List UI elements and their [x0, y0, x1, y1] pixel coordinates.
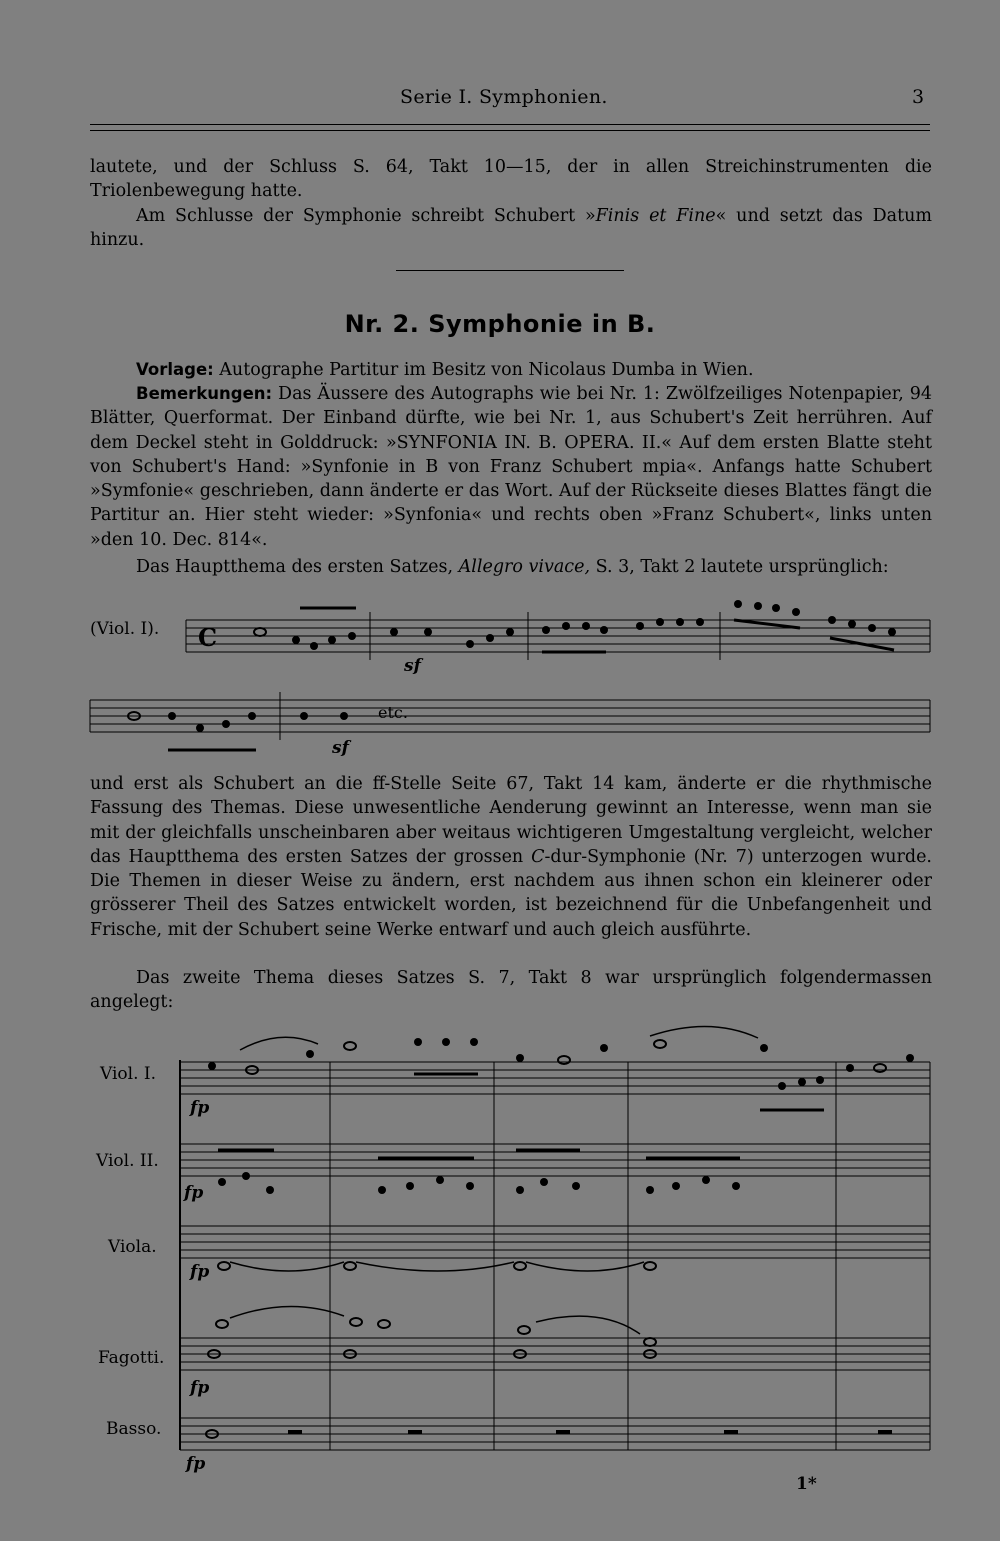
running-title: Serie I. Symphonien.	[400, 86, 608, 108]
instrument-label-viol1: Viol. I.	[100, 1064, 157, 1084]
svg-text:C: C	[198, 623, 218, 652]
rhythm-italic: C	[531, 846, 545, 867]
instrument-label-viol2: Viol. II.	[96, 1151, 159, 1171]
example1-etc: etc.	[378, 703, 408, 722]
instrument-label-basso: Basso.	[106, 1419, 162, 1439]
intro-p2-text-end: « und setzt das Datum hinzu.	[90, 206, 932, 251]
theme-text: Das Hauptthema des ersten Satzes,	[136, 557, 459, 577]
example1-staff-2	[90, 692, 930, 740]
dynamic-viol1: fp	[190, 1098, 210, 1118]
example1-notes-2	[128, 712, 348, 750]
bemerkungen-label: Bemerkungen:	[136, 384, 273, 403]
example2-system	[180, 1060, 930, 1450]
dynamic-fagotti: fp	[190, 1378, 210, 1398]
bemerkungen-text: Das Äussere des Autographs wie bei Nr. 1: Zwölfzeiliges Notenpapier, 94 Blätter, Querformat. Der Einband dürfte, wie bei Nr. 1, aus Schubert's Zeit herrühren. Auf dem Deckel steht in Golddruck: »SYNFONIA IN. B. OPERA. II.« Auf dem ersten Blatte steht von Schubert's Hand: »Synfonie in B von Franz Schubert mpia«. Anfangs hatte Schubert »Symfonie« geschrieben, dann änderte er das Wort. Auf der Rückseite dieses Blattes fängt die Partitur an. Hier steht wieder: »Synfonia« und rechts oben »Franz Schubert«, links unten »den 10. Dec. 814«.	[90, 384, 932, 550]
example2-notes	[206, 1026, 914, 1438]
dynamic-basso: fp	[186, 1454, 206, 1474]
theme-tempo: Allegro vivace,	[458, 557, 591, 577]
page-number: 3	[912, 86, 925, 108]
dynamic-viola: fp	[190, 1262, 210, 1282]
rhythm-paragraph	[90, 772, 932, 942]
vorlage-text: Autographe Partitur im Besitz von Nicolaus Dumba in Wien.	[213, 360, 754, 380]
instrument-label-fagotti: Fagotti.	[98, 1348, 165, 1368]
example1-instrument-label: (Viol. I).	[90, 619, 160, 639]
section-title: Nr. 2. Symphonie in B.	[344, 310, 656, 338]
intro-p2-italic: Finis et Fine	[595, 206, 716, 226]
rhythm-text-end: -dur-Symphonie (Nr. 7) unterzogen wurde. Die Themen in dieser Weise zu ändern, erst nachdem aus ihnen schon ein kleinerer oder grösserer Theil des Satzes entwickelt worden, ist bezeichnend für die Unbefangenheit und Frische, mit der Schubert seine Werke entwarf und auch gleich ausführte.	[90, 846, 932, 940]
instrument-label-viola: Viola.	[108, 1237, 157, 1257]
dynamic-viol2: fp	[184, 1183, 204, 1203]
vorlage-label: Vorlage:	[136, 360, 214, 379]
intro-paragraph-1: lautete, und der Schluss S. 64, Takt 10—15, der in allen Streichinstrumenten die Triolenbewegung hatte.	[90, 157, 932, 202]
second-theme-paragraph: Das zweite Thema dieses Satzes S. 7, Takt 8 war ursprünglich folgendermassen angelegt:	[90, 968, 932, 1013]
example1-dynamic-2: sf	[332, 738, 349, 758]
example1-dynamic-1: sf	[404, 656, 421, 676]
theme-text-end: S. 3, Takt 2 lautete ursprünglich:	[590, 557, 889, 577]
rhythm-text: und erst als Schubert an die ff-Stelle Seite 67, Takt 14 kam, änderte er die rhythmische Fassung des Themas. Diese unwesentliche Aenderung gewinnt an Interesse, wenn man sie mit der gleichfalls unscheinbaren aber weitaus wichtigeren Umgestaltung vergleicht, welcher das Hauptthema des ersten Satzes der grossen	[90, 774, 932, 867]
signature-mark: 1*	[796, 1474, 817, 1494]
intro-p2-text: Am Schlusse der Symphonie schreibt Schubert »	[136, 206, 596, 226]
